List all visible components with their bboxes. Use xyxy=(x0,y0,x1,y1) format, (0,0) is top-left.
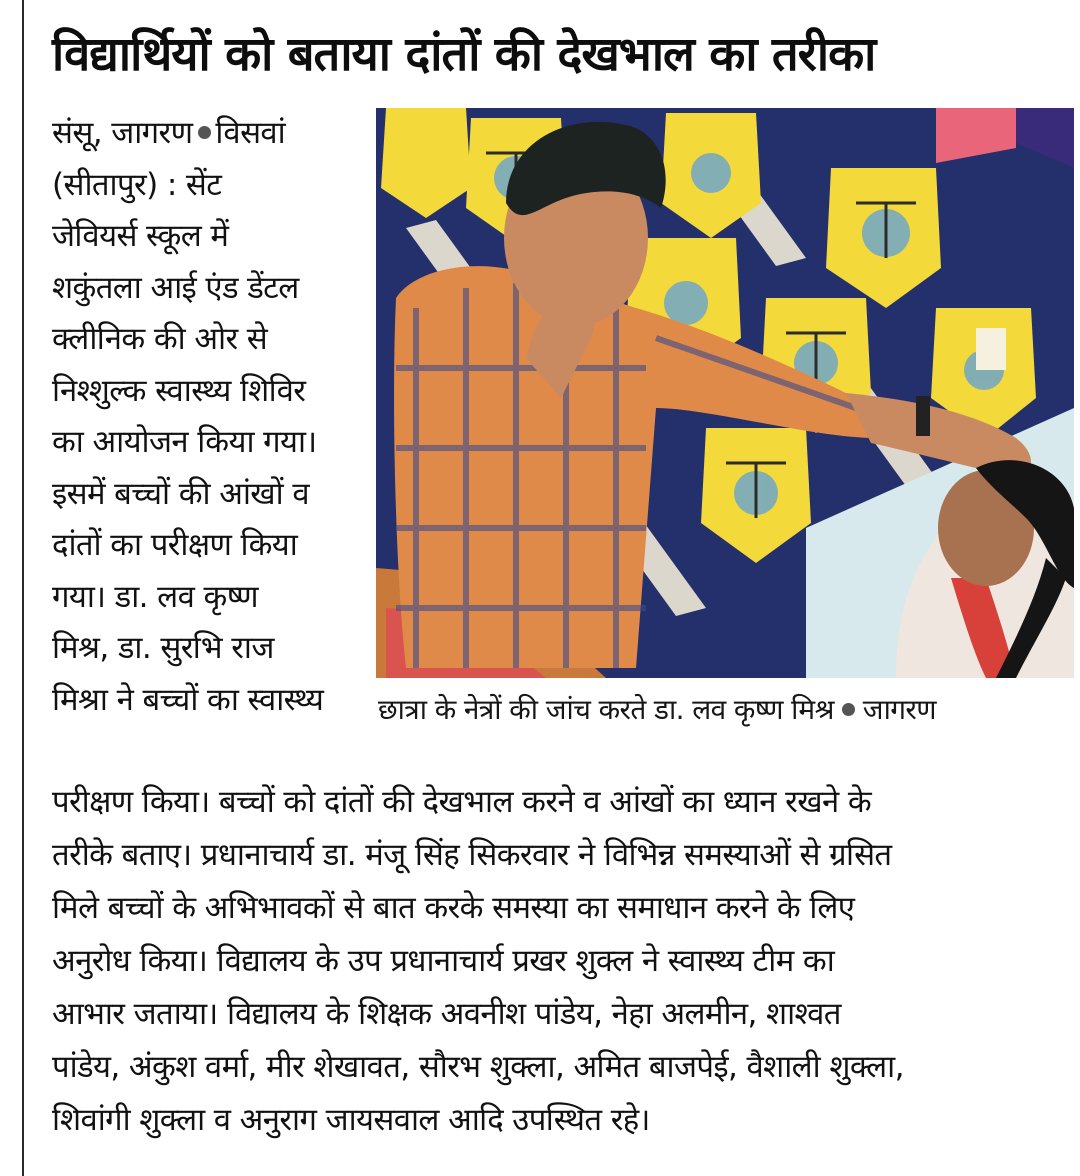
body-line: आभार जताया। विद्यालय के शिक्षक अवनीश पांडेय, नेहा अलमीन, शाश्वत xyxy=(52,996,841,1032)
byline-source: संसू, जागरण xyxy=(52,115,193,151)
byline-place: विसवां xyxy=(215,115,286,151)
caption-text: छात्रा के नेत्रों की जांच करते डा. लव कृष्ण मिश्र xyxy=(378,693,834,726)
body-line: पांडेय, अंकुश वर्मा, मीर शेखावत, सौरभ शुक्ला, अमित बाजपेई, वैशाली शुक्ला, xyxy=(52,1049,904,1085)
article-column xyxy=(52,108,370,726)
body-line: शिवांगी शुक्ला व अनुराग जायसवाल आदि उपस्थित रहे। xyxy=(52,1102,650,1138)
column-line: शकुंतला आई एंड डेंटल xyxy=(52,269,299,306)
column-line: दांतों का परीक्षण किया xyxy=(52,527,298,563)
column-line: मिश्रा ने बच्चों का स्वास्थ्य xyxy=(52,681,324,718)
photo-credit: जागरण xyxy=(862,693,936,726)
headline: विद्यार्थियों को बताया दांतों की देखभाल का तरीका xyxy=(52,27,876,82)
article-body xyxy=(52,776,1067,1147)
column-rule xyxy=(22,0,24,1176)
column-line: निश्शुल्क स्वास्थ्य शिविर xyxy=(52,372,306,409)
body-line: मिले बच्चों के अभिभावकों से बात करके समस्या का समाधान करने के लिए xyxy=(52,890,855,926)
photo-caption xyxy=(378,688,1078,732)
column-line: क्लीनिक की ओर से xyxy=(52,321,268,357)
column-line: इसमें बच्चों की आंखों व xyxy=(52,475,309,512)
column-line: का आयोजन किया गया। xyxy=(52,424,317,460)
bullet-icon xyxy=(198,126,211,139)
body-line: परीक्षण किया। बच्चों को दांतों की देखभाल करने व आंखों का ध्यान रखने के xyxy=(52,784,872,820)
column-line: गया। डा. लव कृष्ण xyxy=(52,578,258,615)
dateline xyxy=(52,108,370,160)
column-line: मिश्र, डा. सुरभि राज xyxy=(52,630,274,666)
news-photo xyxy=(376,108,1074,678)
body-line: तरीके बताए। प्रधानाचार्य डा. मंजू सिंह सिकरवार ने विभिन्न समस्याओं से ग्रसित xyxy=(52,837,892,873)
column-line: (सीतापुर) : सेंट xyxy=(52,166,222,203)
bullet-icon xyxy=(842,703,855,716)
body-line: अनुरोध किया। विद्यालय के उप प्रधानाचार्य प्रखर शुक्ल ने स्वास्थ्य टीम का xyxy=(52,943,835,979)
column-line: जेवियर्स स्कूल में xyxy=(52,218,229,254)
